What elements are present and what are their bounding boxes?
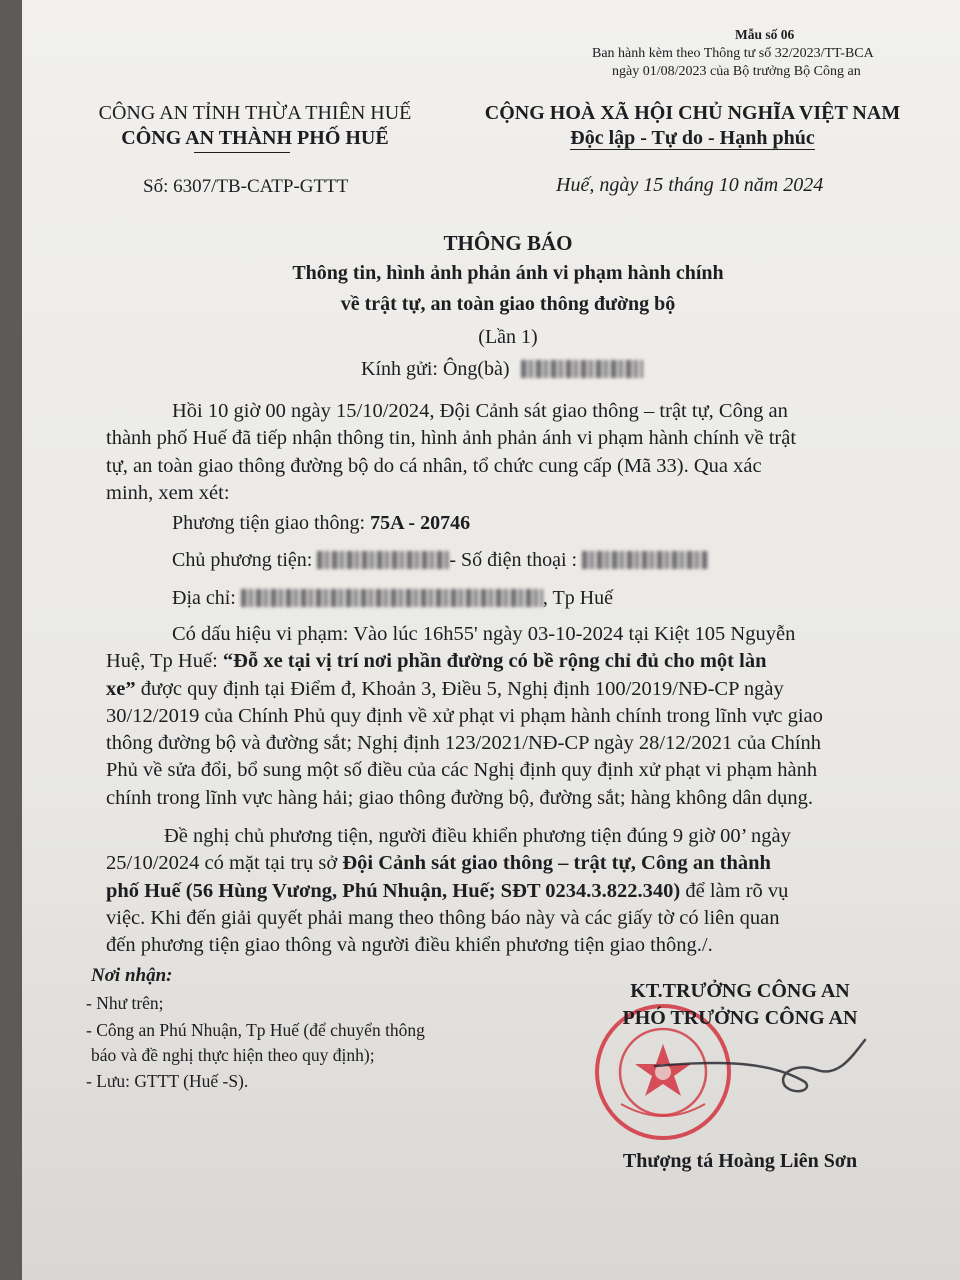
recipient-label: Kính gửi: Ông(bà) xyxy=(361,358,510,380)
intro-paragraph xyxy=(106,398,904,507)
recipients-title: Nơi nhận: xyxy=(91,965,173,986)
recipient-item: - Công an Phú Nhuận, Tp Huế (để chuyển thông xyxy=(86,1020,425,1040)
nation-title: CỘNG HOÀ XÃ HỘI CHỦ NGHĨA VIỆT NAM xyxy=(484,102,901,124)
signer-name: Thượng tá Hoàng Liên Sơn xyxy=(622,1150,858,1172)
agency-name: CÔNG AN THÀNH PHỐ HUẾ xyxy=(121,127,389,149)
notice-title: THÔNG BÁO xyxy=(443,231,573,255)
address-line xyxy=(172,587,613,610)
intro-line: tự, an toàn giao thông đường bộ do cá nhân, tổ chức cung cấp (Mã 33). Qua xác xyxy=(106,454,762,477)
vehicle-plate: 75A - 20746 xyxy=(370,512,471,534)
redacted-address xyxy=(241,589,543,607)
request-purpose: để làm rõ vụ xyxy=(680,879,789,902)
nation-motto xyxy=(455,127,930,150)
redacted-owner-name xyxy=(317,551,449,569)
motto-text: Độc lập - Tự do - Hạnh phúc xyxy=(570,127,815,149)
phone-label: - Số điện thoại : xyxy=(449,549,583,571)
violation-line xyxy=(106,648,904,675)
vehicle-label: Phương tiện giao thông: xyxy=(172,512,371,534)
document-number: Số: 6307/TB-CATP-GTTT xyxy=(143,176,349,197)
violation-line: 30/12/2019 của Chính Phủ quy định về xử phạt vi phạm hành chính trong lĩnh vực giao xyxy=(106,704,823,727)
request-paragraph xyxy=(106,823,904,959)
owner-line xyxy=(172,549,708,572)
request-line xyxy=(106,850,904,877)
notice-round: (Lần 1) xyxy=(478,326,538,348)
signature-title-2: PHÓ TRƯỞNG CÔNG AN xyxy=(622,1007,858,1029)
recipient-item-cont: báo và đề nghị thực hiện theo quy định); xyxy=(91,1045,375,1065)
vehicle-line xyxy=(172,512,470,535)
request-line xyxy=(106,878,904,905)
violation-description: “Đỗ xe tại vị trí nơi phần đường có bề rộng chỉ đủ cho một làn xyxy=(222,650,767,673)
notice-subtitle-2: về trật tự, an toàn giao thông đường bộ xyxy=(340,293,676,315)
address-city: , Tp Huế xyxy=(542,587,614,609)
violation-paragraph xyxy=(106,621,904,812)
place-and-date: Huế, ngày 15 tháng 10 năm 2024 xyxy=(556,174,824,196)
owner-label: Chủ phương tiện: xyxy=(172,549,318,571)
violation-legal-basis: được quy định tại Điểm đ, Khoản 3, Điều 5, Nghị định 100/2019/NĐ-CP ngày xyxy=(135,677,784,700)
redacted-phone-number xyxy=(582,551,708,569)
address-label: Địa chỉ: xyxy=(172,587,241,609)
recipient-item: - Như trên; xyxy=(86,993,164,1013)
request-date: 25/10/2024 có mặt tại trụ sở xyxy=(106,852,343,875)
intro-line: Hồi 10 giờ 00 ngày 15/10/2024, Đội Cảnh sát giao thông – trật tự, Công an xyxy=(172,400,788,422)
recipient-line xyxy=(361,358,643,381)
violation-line: Phủ về sửa đổi, bổ sung một số điều của các Nghị định quy định xử phạt vi phạm hành xyxy=(106,759,818,782)
intro-line: minh, xem xét: xyxy=(106,481,230,504)
signature-title-1: KT.TRƯỞNG CÔNG AN xyxy=(630,980,850,1002)
request-line: Đề nghị chủ phương tiện, người điều khiển phương tiện đúng 9 giờ 00’ ngày xyxy=(164,825,791,847)
request-line: việc. Khi đến giải quyết phải mang theo thông báo này và các giấy tờ có liên quan xyxy=(106,906,780,929)
violation-location: Huệ, Tp Huế: xyxy=(106,650,223,673)
form-issued-line1: Ban hành kèm theo Thông tư số 32/2023/TT-BCA xyxy=(592,46,874,61)
violation-line: Có dấu hiệu vi phạm: Vào lúc 16h55' ngày 03-10-2024 tại Kiệt 105 Nguyễn xyxy=(172,623,796,645)
form-number: Mẫu số 06 xyxy=(735,27,795,42)
recipient-item: - Lưu: GTTT (Huế -S). xyxy=(86,1071,249,1091)
request-line: đến phương tiện giao thông và người điều khiển phương tiện giao thông./. xyxy=(106,934,713,957)
violation-description-end: xe” xyxy=(106,677,136,700)
redacted-recipient-name xyxy=(521,360,643,378)
request-office-address: phố Huế (56 Hùng Vương, Phú Nhuận, Huế; SĐT 0234.3.822.340) xyxy=(106,879,681,902)
intro-line: thành phố Huế đã tiếp nhận thông tin, hình ảnh phản ánh vi phạm hành chính về trật xyxy=(106,427,797,450)
form-issued-line2: ngày 01/08/2023 của Bộ trưởng Bộ Công an xyxy=(612,64,861,79)
request-office: Đội Cảnh sát giao thông – trật tự, Công an thành xyxy=(342,852,771,875)
notice-subtitle-1: Thông tin, hình ảnh phản ánh vi phạm hành chính xyxy=(292,262,724,284)
violation-line: thông đường bộ và đường sắt; Nghị định 123/2021/NĐ-CP ngày 28/12/2021 của Chính xyxy=(106,732,822,755)
agency-parent: CÔNG AN TỈNH THỪA THIÊN HUẾ xyxy=(98,102,412,124)
violation-line: chính trong lĩnh vực hàng hải; giao thông đường bộ, đường sắt; hàng không dân dụng. xyxy=(106,786,813,809)
violation-line xyxy=(106,676,904,703)
agency-underline xyxy=(194,152,290,153)
